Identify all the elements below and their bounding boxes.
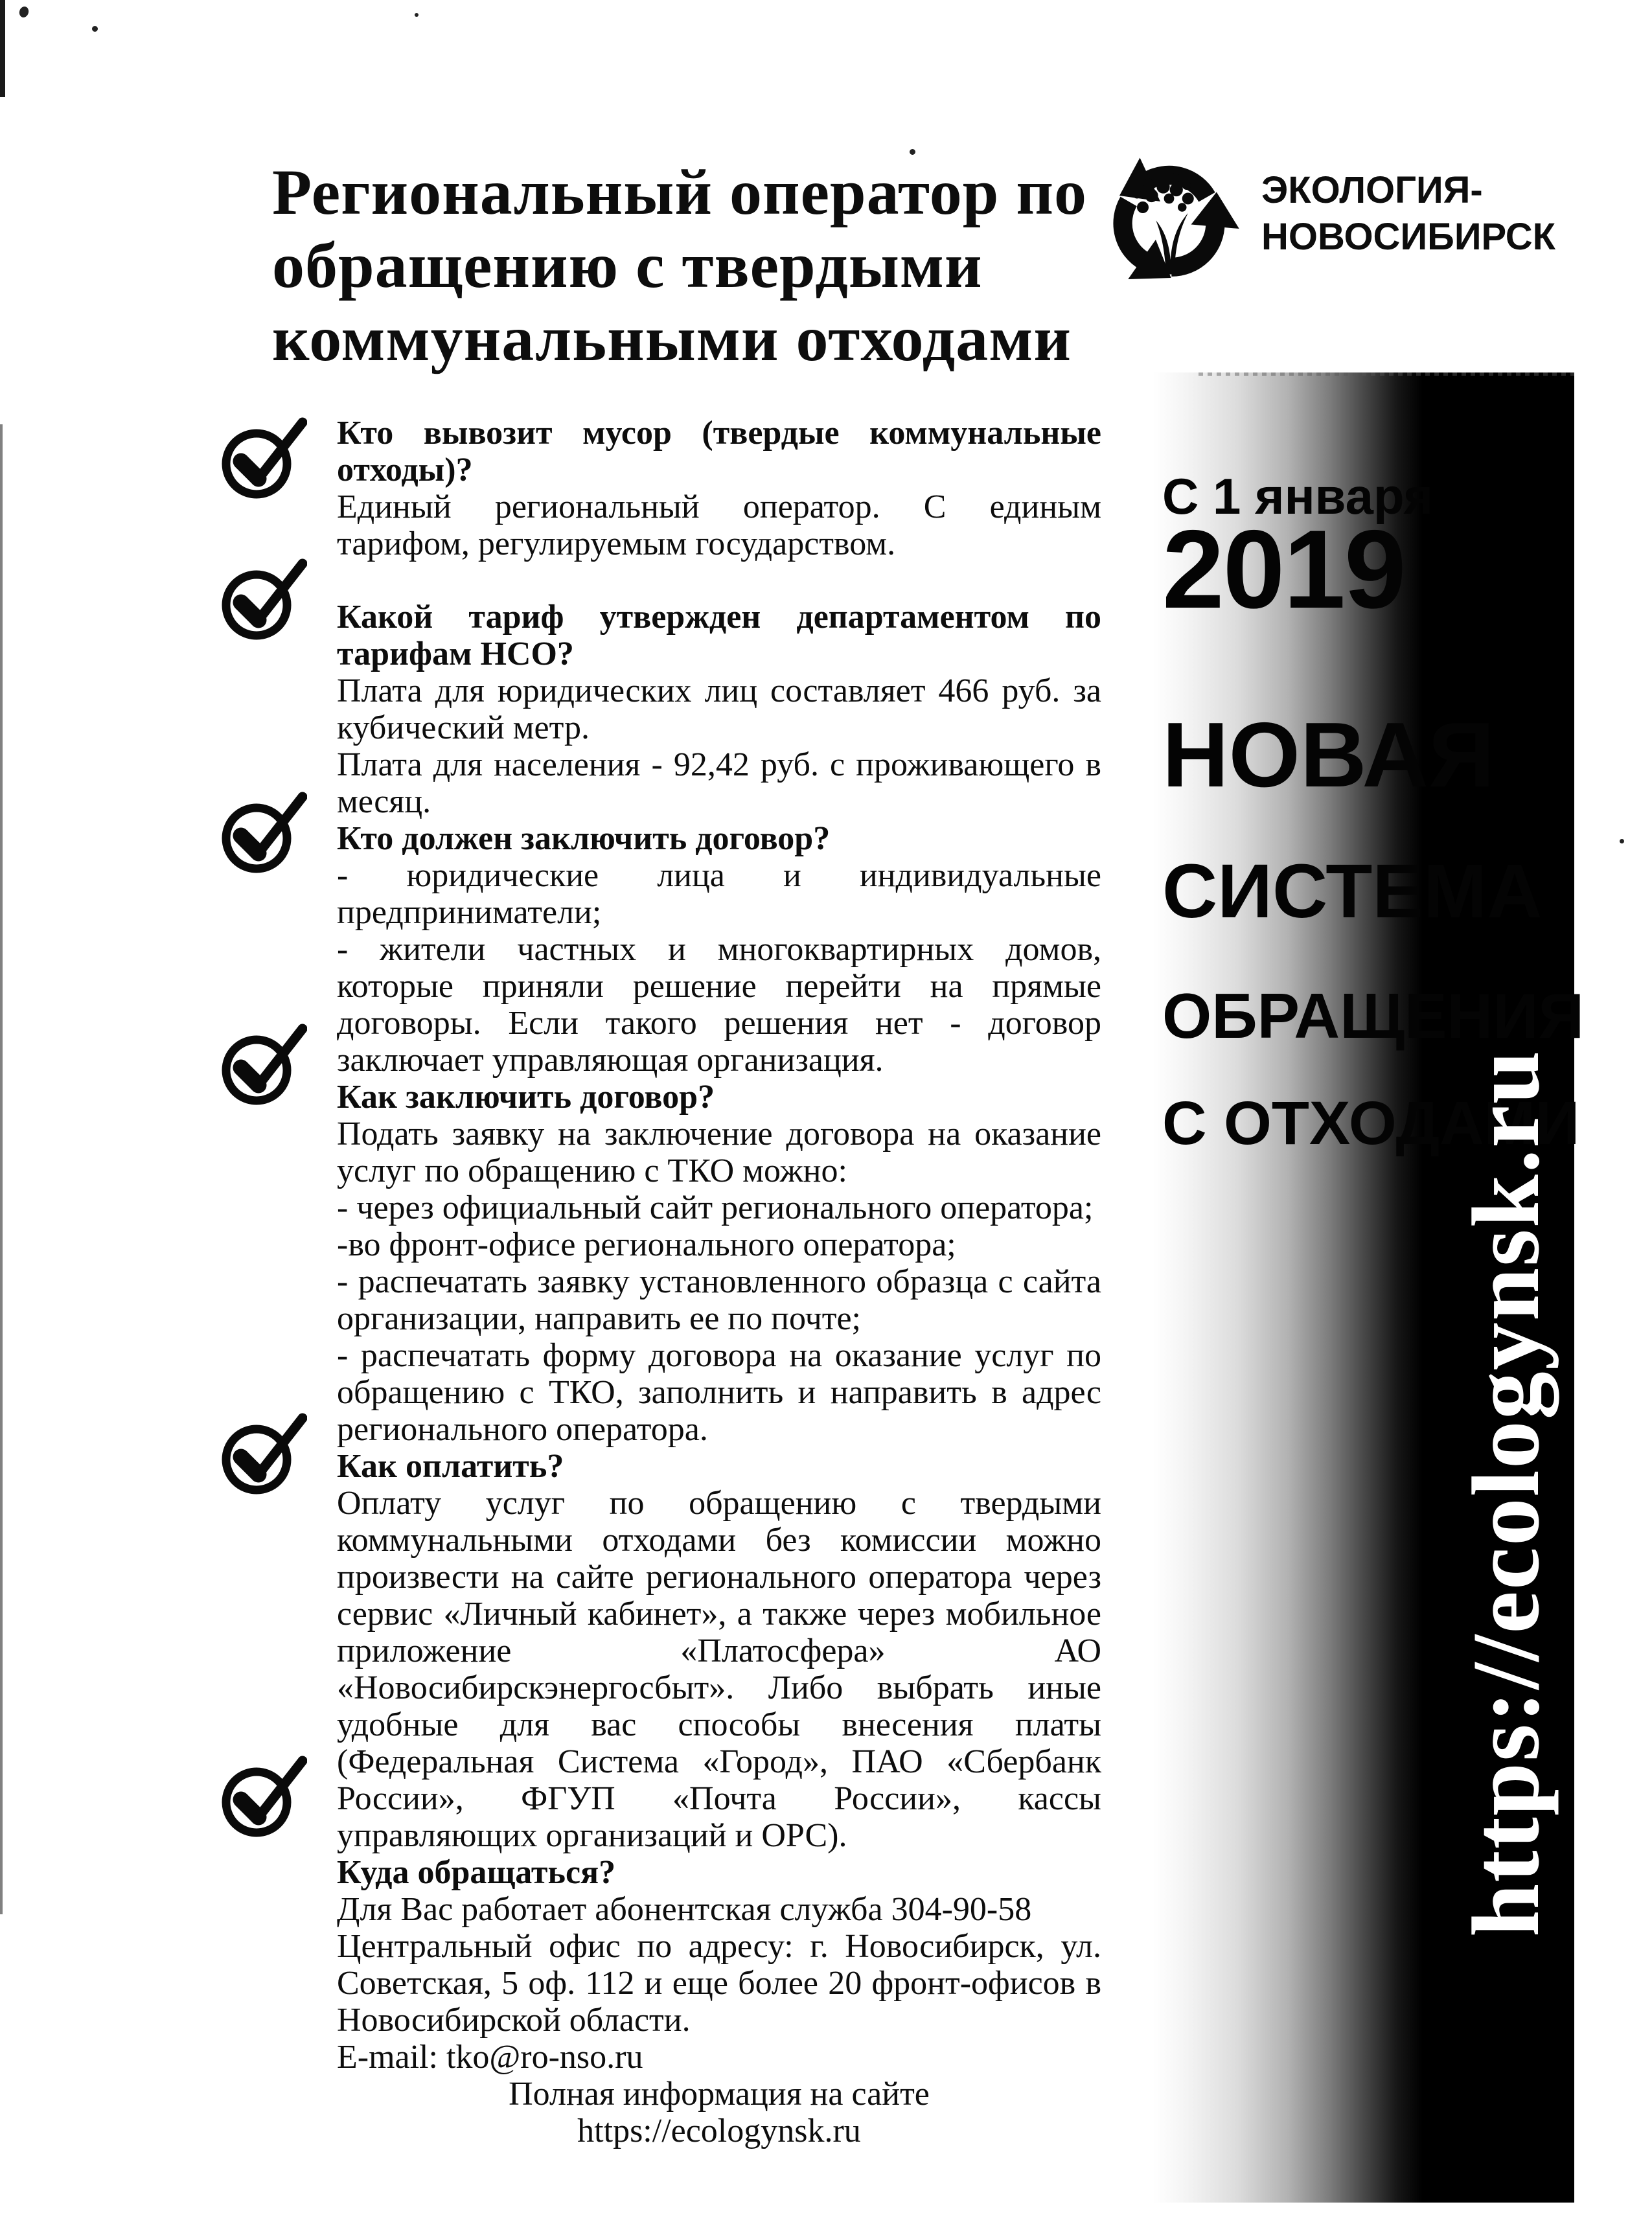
check-icon — [219, 1753, 307, 1841]
scan-speck — [92, 26, 98, 32]
question-text: Какой тариф утвержден департаментом по тарифам НСО? — [337, 599, 1101, 672]
answer-text: Единый региональный оператор. С единым тарифом, регулируемым государством. — [337, 488, 1101, 562]
banner-word-waste: С ОТХОДАМИ — [1162, 1089, 1580, 1158]
answer-text: Центральный офис по адресу: г. Новосибирск, ул. Советская, 5 оф. 112 и еще более 20 фронт-офисов в Новосибирской области. — [337, 1928, 1101, 2039]
scan-speck — [18, 5, 30, 18]
banner-word-new: НОВАЯ — [1162, 704, 1495, 807]
qa-section-contacts — [337, 1854, 1101, 2076]
check-icon — [219, 1410, 307, 1498]
logo-text-line-1: ЭКОЛОГИЯ- — [1261, 169, 1483, 211]
left-edge-artifact — [0, 0, 5, 97]
banner-word-system: СИСТЕМА — [1162, 849, 1543, 934]
question-text: Кто вывозит мусор (твердые коммунальные отходы)? — [337, 415, 1101, 488]
answer-text: - юридические лица и индивидуальные предприниматели; — [337, 857, 1101, 931]
question-text: Как оплатить? — [337, 1448, 564, 1485]
check-icon — [219, 1021, 307, 1109]
banner-top-edge — [1199, 372, 1574, 376]
answer-text: - через официальный сайт регионального оператора; — [337, 1189, 1094, 1226]
qa-column — [337, 415, 1101, 2149]
recycling-logo-icon — [1096, 144, 1242, 294]
qa-section-who-removes — [337, 415, 1101, 562]
logo-text-line-2: НОВОСИБИРСК — [1261, 216, 1556, 258]
scan-speck — [910, 149, 915, 155]
answer-text: Подать заявку на заключение договора на оказание услуг по обращению с ТКО можно: — [337, 1116, 1101, 1189]
email-text: E-mail: tko@ro-nso.ru — [337, 2039, 643, 2076]
answer-text: - распечатать форму договора на оказание услуг по обращению с ТКО, заполнить и направить в адрес регионального оператора. — [337, 1337, 1101, 1448]
answer-text: - распечатать заявку установленного образца с сайта организации, направить ее по почте; — [337, 1263, 1101, 1337]
banner-year: 2019 — [1162, 507, 1405, 632]
answer-text: -во фронт-офисе регионального оператора; — [337, 1226, 956, 1263]
answer-text: Для Вас работает абонентская служба 304-90-58 — [337, 1891, 1032, 1928]
question-text: Как заключить договор? — [337, 1079, 715, 1116]
title-line-3: коммунальными отходами — [272, 303, 1072, 374]
answer-text: Оплату услуг по обращению с твердыми коммунальными отходами без комиссии можно произвести на сайте регионального оператора через сервис «Личный кабинет», а также через мобильное приложение «Платосфера» АО «Новосибирскэнергосбыт». Либо выбрать иные удобные для вас способы внесения платы (Федеральная Система «Город», ПАО «Сбербанк России», ФГУП «Почта России», кассы управляющих организаций и ОРС). — [337, 1485, 1101, 1854]
qa-section-contract-who — [337, 820, 1101, 1079]
question-text: Кто должен заключить договор? — [337, 820, 831, 857]
answer-text: - жители частных и многоквартирных домов, которые приняли решение перейти на прямые договоры. Если такого решения нет - договор заключает управляющая организация. — [337, 931, 1101, 1079]
check-icon — [219, 789, 307, 877]
footer-site-url: https://ecologynsk.ru — [577, 2113, 861, 2149]
banner-since-label: С 1 января — [1162, 468, 1434, 525]
logo-text — [1242, 144, 1555, 260]
footer-note: Полная информация на сайте — [509, 2076, 930, 2113]
qa-section-payment — [337, 1448, 1101, 1854]
qa-section-tariff — [337, 599, 1101, 820]
scan-speck — [415, 13, 419, 17]
page-title — [272, 155, 1087, 375]
question-text: Куда обращаться? — [337, 1854, 616, 1891]
left-edge-artifact — [0, 424, 3, 1914]
banner-vertical-url: https://ecologynsk.ru — [1453, 1049, 1559, 1938]
answer-text: Плата для населения - 92,42 руб. с проживающего в месяц. — [337, 746, 1101, 820]
logo — [1096, 144, 1555, 294]
title-line-2: обращению с твердыми — [272, 229, 983, 301]
qa-section-contract-how — [337, 1079, 1101, 1448]
banner-word-handling: ОБРАЩЕНИЯ — [1162, 980, 1585, 1051]
check-icon — [219, 556, 307, 644]
answer-text: Плата для юридических лиц составляет 466 руб. за кубический метр. — [337, 672, 1101, 746]
title-line-1: Региональный оператор по — [272, 156, 1088, 228]
scan-speck — [1620, 839, 1624, 843]
check-icon — [219, 415, 307, 503]
